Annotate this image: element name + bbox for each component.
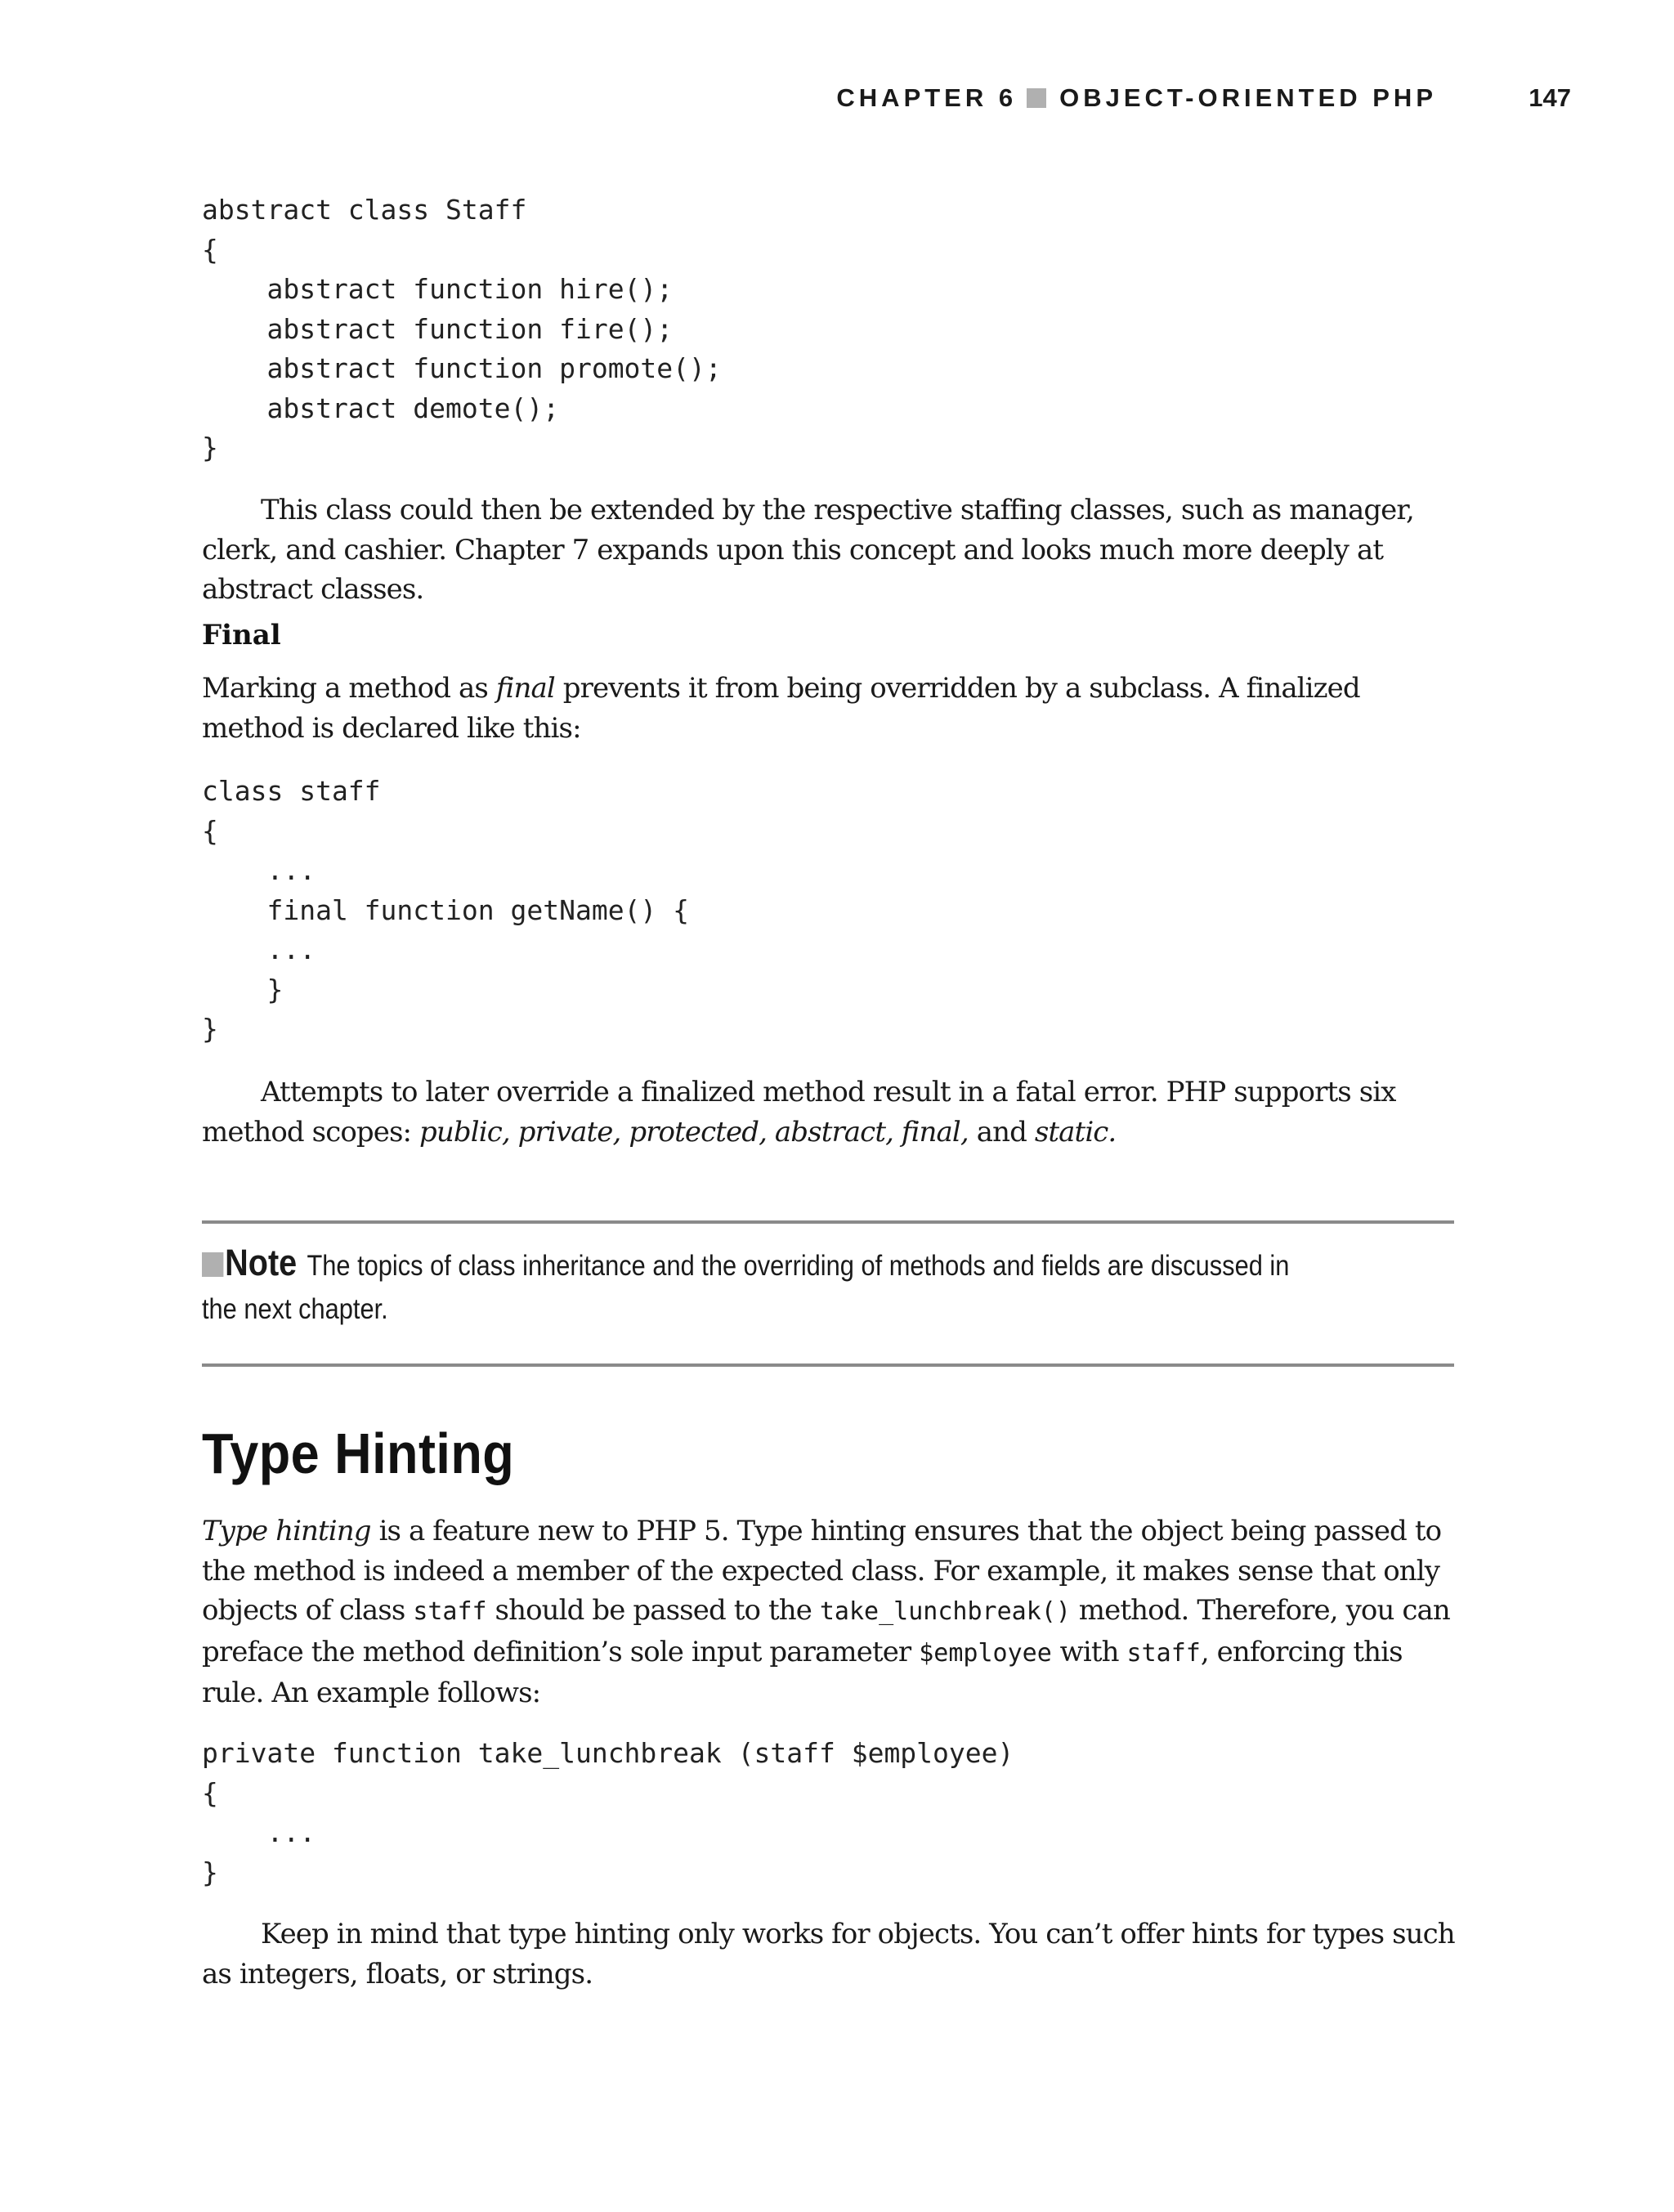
note-top-rule <box>202 1220 1454 1224</box>
header-chapter-title <box>836 83 1437 113</box>
text-span: prevents it from being overridden by a subclass. A finalized method is declared like this: <box>202 672 1360 745</box>
text-span: with <box>1051 1635 1127 1668</box>
note-box <box>202 1241 1304 1331</box>
header-separator-square <box>1027 88 1046 108</box>
emphasis-static: static. <box>1034 1115 1117 1149</box>
running-header <box>817 82 1578 118</box>
text-span: , enforcing this rule. An example follows: <box>202 1635 1403 1709</box>
paragraph-method-scopes <box>202 1072 1459 1152</box>
code-block-final-method: class staff { ... final function getName() { ... } } <box>202 775 690 1045</box>
code-block-abstract-class: abstract class Staff { abstract function hire(); abstract function fire(); abstract function promote(); abstract demote(); } <box>202 194 722 463</box>
chapter-title: OBJECT-ORIENTED PHP <box>1059 83 1437 112</box>
paragraph-abstract-extension: This class could then be extended by the respective staffing classes, such as manager, clerk, and cashier. Chapter 7 expands upon this concept and looks much more deeply at abstract classes. <box>202 494 1414 606</box>
emphasis-final: final <box>495 672 555 705</box>
text-span: Attempts to later override a finalized method result in a fatal error. PHP supports six method scopes: <box>202 1076 1396 1149</box>
subheading-final: Final <box>202 619 281 652</box>
paragraph-final-intro <box>202 669 1459 748</box>
emphasis-type-hinting: Type hinting <box>202 1515 371 1547</box>
inline-code: take_lunchbreak() <box>819 1597 1071 1626</box>
inline-code: staff <box>1126 1638 1201 1668</box>
paragraph-type-hinting <box>202 1511 1459 1713</box>
chapter-label: CHAPTER 6 <box>836 83 1018 112</box>
emphasis-scopes: public, private, protected, abstract, final, <box>419 1115 969 1149</box>
text-span: is a feature new to PHP 5. Type hinting ensures that the object being passed to the method is indeed a member of the expected class. For example, it makes sense that only objects of class <box>202 1515 1442 1627</box>
text-span: and <box>968 1115 1035 1149</box>
section-heading-type-hinting: Type Hinting <box>202 1422 515 1485</box>
inline-code: $employee <box>919 1638 1052 1668</box>
page-number: 147 <box>1529 83 1571 112</box>
note-bottom-rule <box>202 1363 1454 1367</box>
inline-code: staff <box>413 1597 487 1626</box>
code-block-type-hint: private function take_lunchbreak (staff $employee) { ... } <box>202 1737 1014 1888</box>
note-text: The topics of class inheritance and the overriding of methods and fields are discussed in the next chapter. <box>202 1250 1290 1325</box>
text-span: method. Therefore, you can preface the method definition’s sole input parameter <box>202 1594 1450 1668</box>
note-label: Note <box>225 1242 298 1283</box>
note-square-icon <box>202 1252 223 1277</box>
text-span: Marking a method as <box>202 672 496 705</box>
paragraph-type-hint-limits: Keep in mind that type hinting only works for objects. You can’t offer hints for types such as integers, floats, or strings. <box>202 1918 1455 1990</box>
text-span: should be passed to the <box>486 1594 820 1627</box>
